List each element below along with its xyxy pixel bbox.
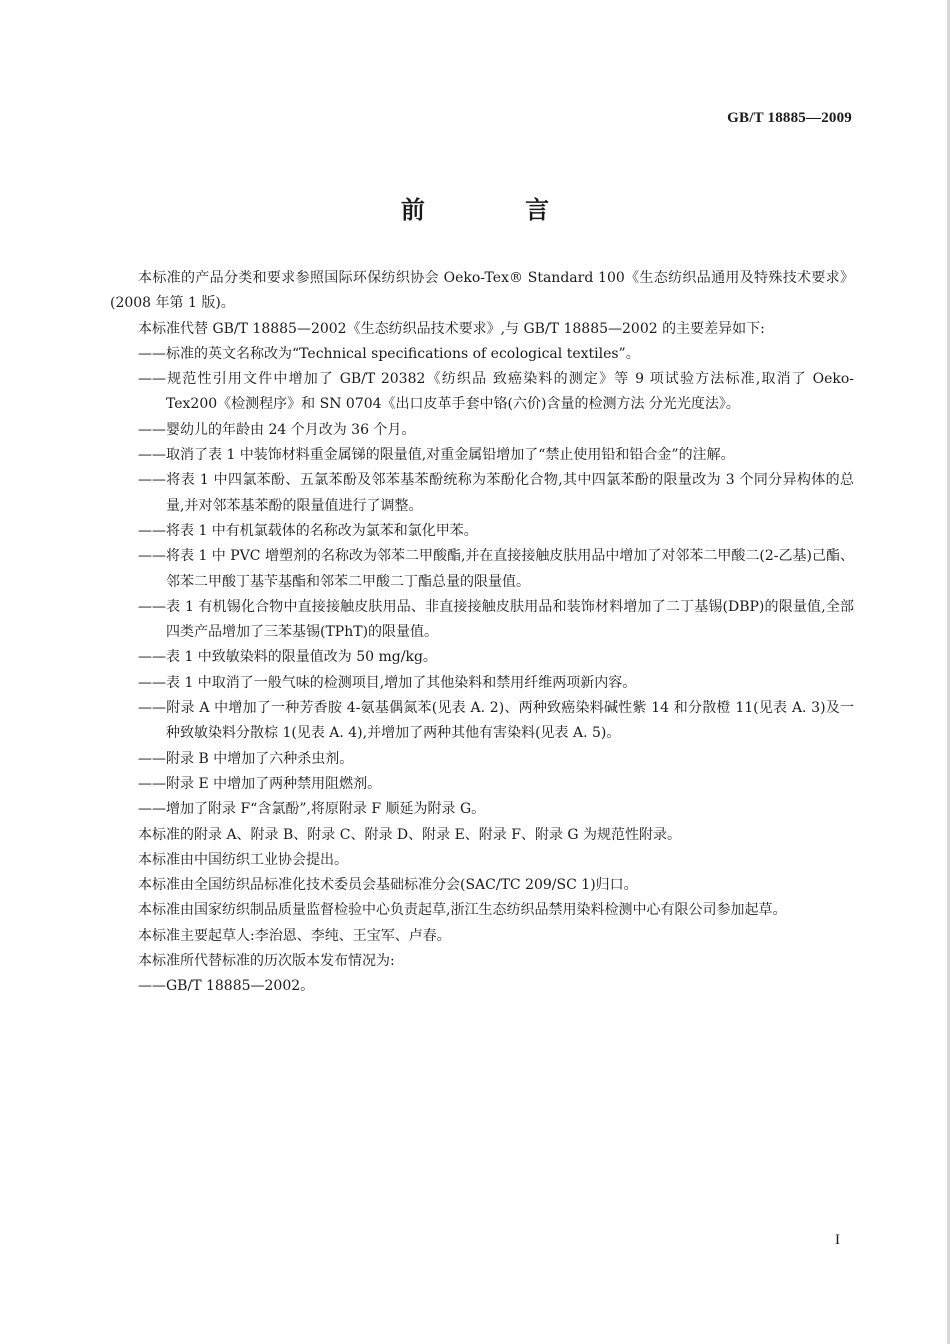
page-title: 前 言 [400, 195, 596, 224]
list-item: ——婴幼儿的年龄由 24 个月改为 36 个月。 [138, 421, 416, 438]
standard-code-header: GB/T 18885—2009 [727, 110, 852, 126]
paragraph: 本标准所代替标准的历次版本发布情况为: [138, 953, 395, 970]
paragraph: 本标准的附录 A、附录 B、附录 C、附录 D、附录 E、附录 F、附录 G 为规范性附录。 [138, 826, 682, 843]
list-item: ——表 1 有机锡化合物中直接接触皮肤用品、非直接接触皮肤用品和装饰材料增加了二丁基锡(DBP)的限量值,全部四类产品增加了三苯基锡(TPhT)的限量值。 [138, 598, 854, 641]
paragraph: 本标准由国家纺织制品质量监督检验中心负责起草,浙江生态纺织品禁用染料检测中心有限公司参加起草。 [138, 902, 787, 919]
list-item: ——规范性引用文件中增加了 GB/T 20382《纺织品 致癌染料的测定》等 9 项试验方法标准,取消了 Oeko-Tex200《检测程序》和 SN 0704《出口皮革手套中铬(六价)含量的检测方法 分光光度法》。 [138, 371, 854, 413]
list-item: ——取消了表 1 中装饰材料重金属锑的限量值,对重金属铅增加了“禁止使用铅和铅合金”的注解。 [138, 447, 735, 464]
paragraph: 本标准由中国纺织工业协会提出。 [138, 851, 348, 868]
paragraph: 本标准代替 GB/T 18885—2002《生态纺织品技术要求》,与 GB/T 18885—2002 的主要差异如下: [138, 320, 765, 337]
list-item: ——附录 E 中增加了两种禁用阻燃剂。 [138, 775, 382, 792]
paragraph: 本标准主要起草人:李治恩、李纯、王宝军、卢春。 [138, 927, 451, 944]
list-item: ——将表 1 中四氯苯酚、五氯苯酚及邻苯基苯酚统称为苯酚化合物,其中四氯苯酚的限量改为 3 个同分异构体的总量,并对邻苯基苯酚的限量值进行了调整。 [138, 472, 854, 514]
paragraph: 本标准的产品分类和要求参照国际环保纺织协会 Oeko-Tex® Standard 100《生态纺织品通用及特殊技术要求》(2008 年第 1 版)。 [110, 270, 854, 312]
list-item: ——附录 A 中增加了一种芳香胺 4-氨基偶氮苯(见表 A. 2)、两种致癌染料碱性紫 14 和分散橙 11(见表 A. 3)及一种致敏染料分散棕 1(见表 A. 4),并增加了两种其他有害染料(见表 A. 5)。 [138, 700, 854, 742]
list-item: ——增加了附录 F“含氯酚”,将原附录 F 顺延为附录 G。 [138, 801, 486, 818]
page-number: I [835, 1232, 840, 1248]
list-item: ——表 1 中取消了一般气味的检测项目,增加了其他染料和禁用纤维两项新内容。 [138, 674, 637, 691]
paragraph: 本标准由全国纺织品标准化技术委员会基础标准分会(SAC/TC 209/SC 1)归口。 [138, 877, 638, 894]
list-item: ——将表 1 中有机氯载体的名称改为氯苯和氯化甲苯。 [138, 522, 478, 539]
list-item: ——将表 1 中 PVC 增塑剂的名称改为邻苯二甲酸酯,并在直接接触皮肤用品中增加了对邻苯二甲酸二(2-乙基)己酯、邻苯二甲酸丁基苄基酯和邻苯二甲酸二丁酯总量的限量值。 [138, 548, 854, 590]
list-item: ——标准的英文名称改为“Technical specifications of ecological textiles”。 [138, 345, 640, 362]
list-item: ——GB/T 18885—2002。 [138, 978, 315, 995]
document-body [110, 266, 854, 1000]
list-item: ——表 1 中致敏染料的限量值改为 50 mg/kg。 [138, 649, 437, 666]
list-item: ——附录 B 中增加了六种杀虫剂。 [138, 750, 354, 767]
